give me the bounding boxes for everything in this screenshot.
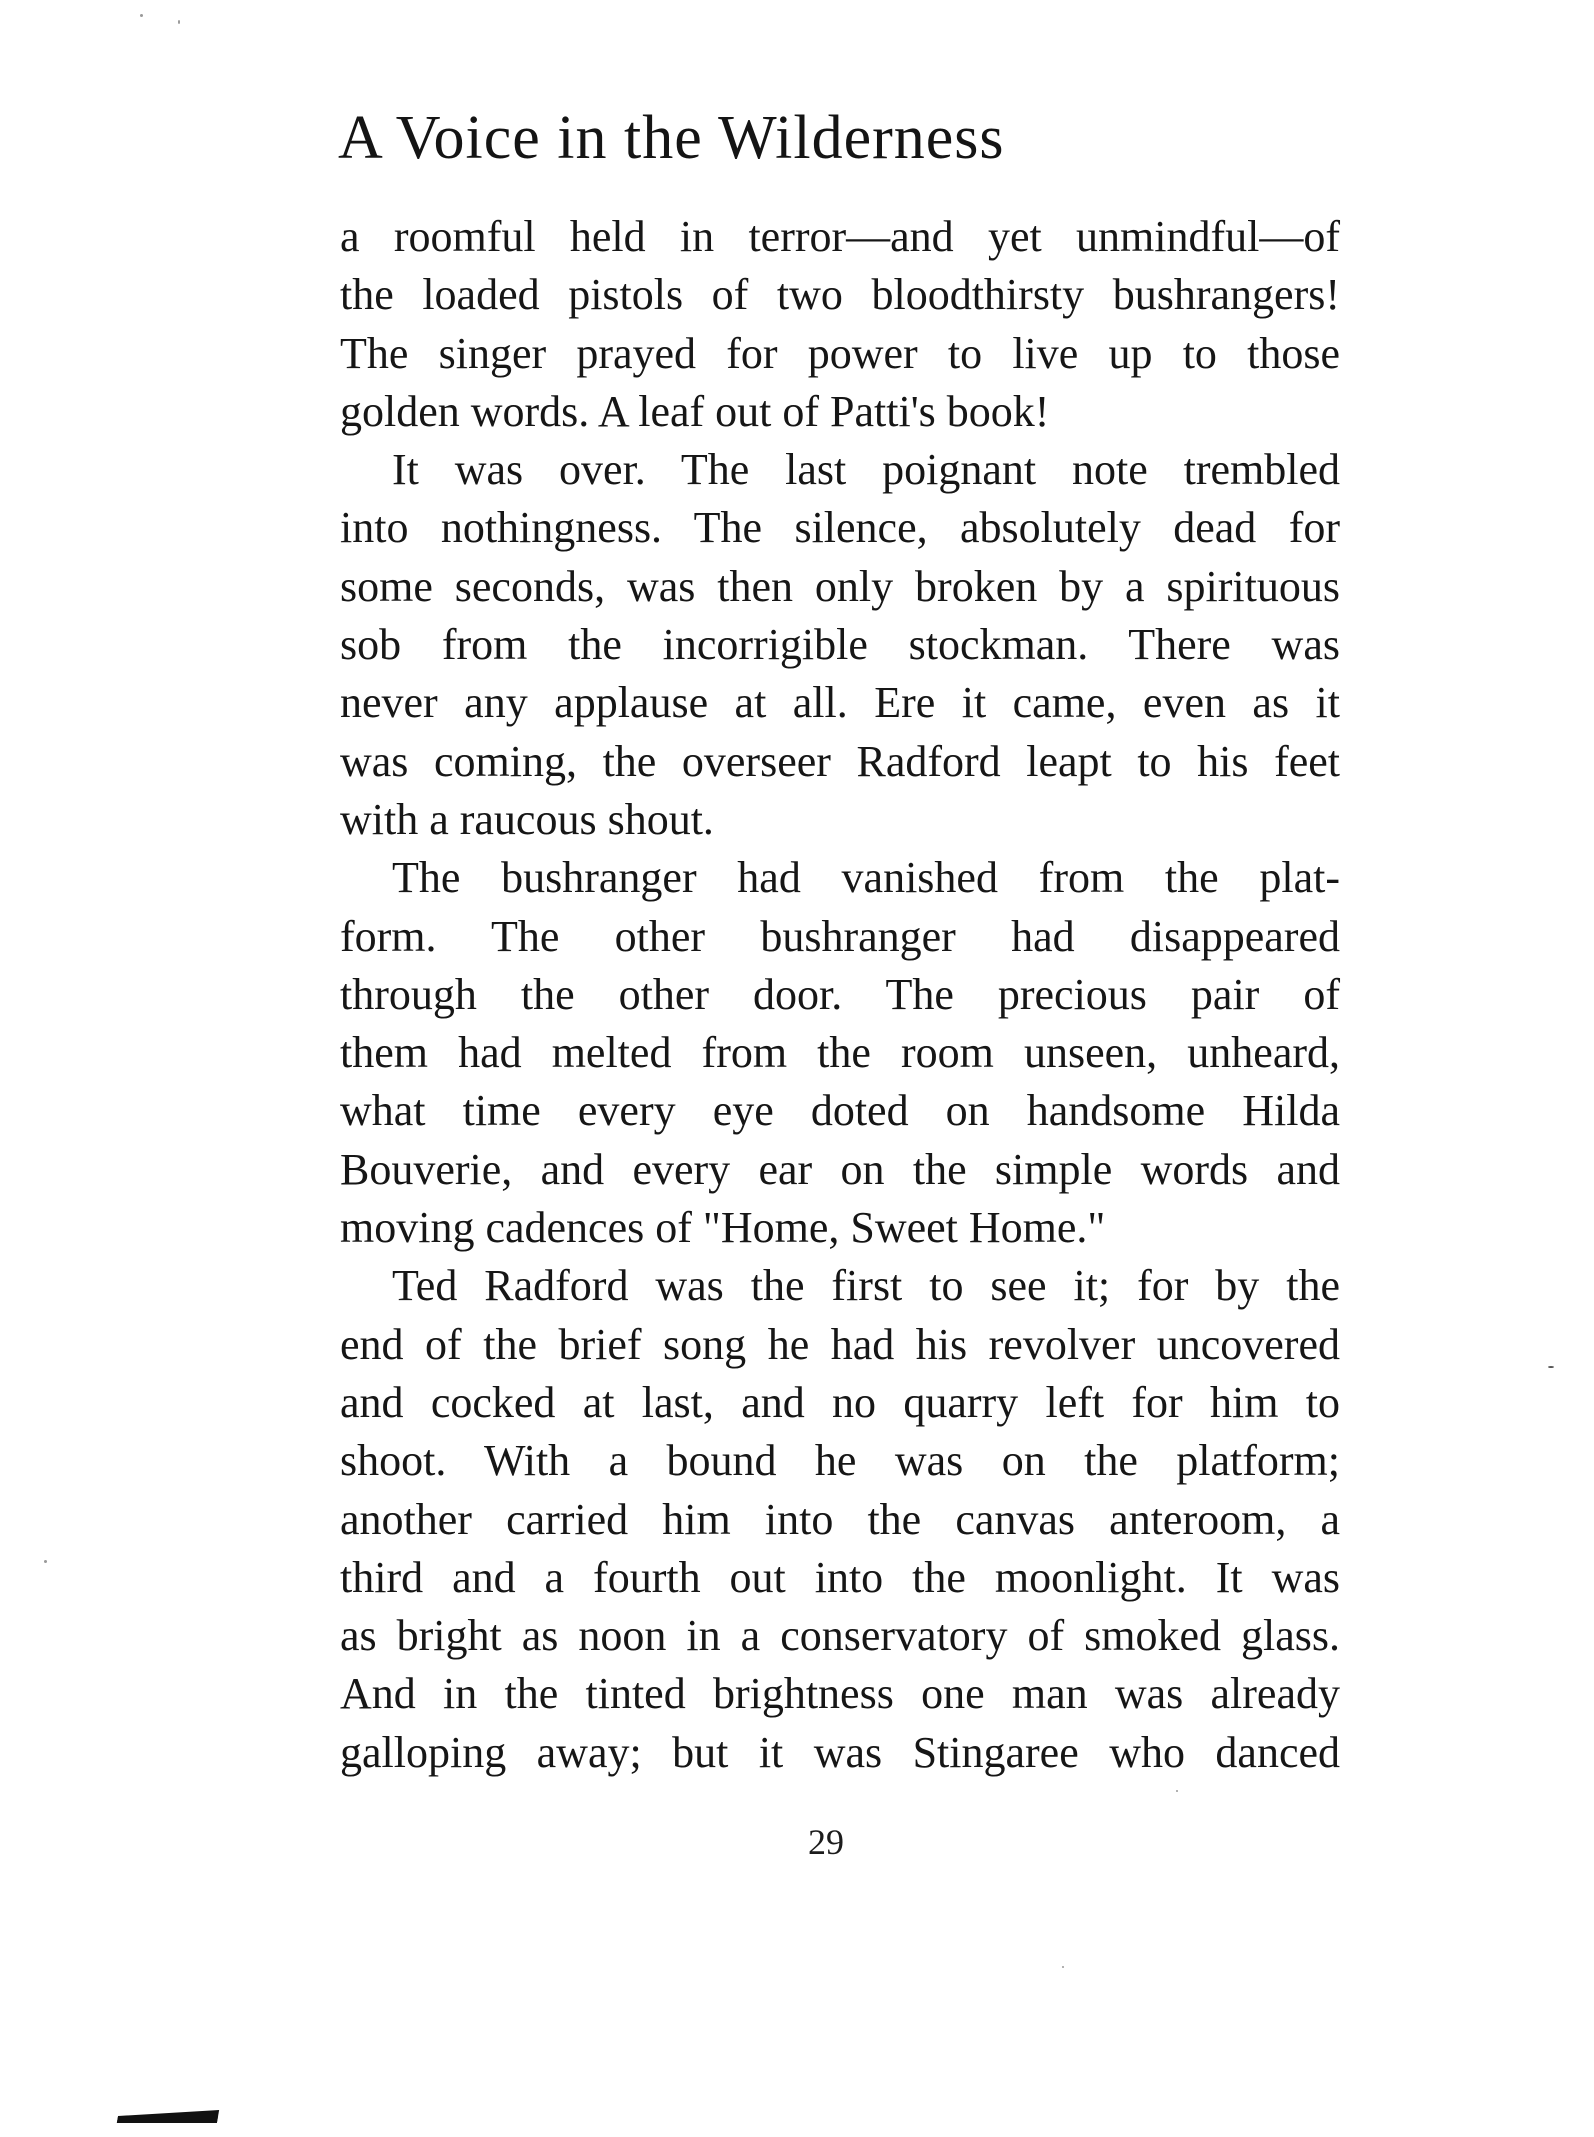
text-line: and cocked at last, and no quarry left for him to — [340, 1377, 1340, 1427]
text-line: a roomful held in terror—and yet unmindful—of — [340, 212, 1340, 261]
scan-speck — [1176, 1790, 1178, 1792]
scan-speck — [140, 14, 143, 17]
paragraph-first-line: The bushranger had vanished from the plat- — [392, 853, 1340, 903]
body-text — [340, 208, 1340, 1782]
text-line: through the other door. The precious pair of — [340, 969, 1340, 1019]
scan-speck — [178, 20, 180, 24]
text-line: the loaded pistols of two bloodthirsty bushrangers! — [340, 270, 1340, 320]
scan-speck — [1548, 1366, 1554, 1368]
scan-edge-mark — [117, 2110, 219, 2123]
page-number: 29 — [808, 1822, 844, 1862]
text-line: golden words. A leaf out of Patti's book! — [340, 386, 1050, 436]
text-line: another carried him into the canvas anteroom, a — [340, 1494, 1340, 1544]
text-line: form. The other bushranger had disappeared — [340, 911, 1340, 961]
paragraph-first-line: It was over. The last poignant note trembled — [392, 445, 1340, 495]
paragraph-first-line: Ted Radford was the first to see it; for by the — [392, 1261, 1340, 1311]
text-line: never any applause at all. Ere it came, even as it — [340, 678, 1340, 728]
scan-speck — [44, 1560, 47, 1563]
text-line: into nothingness. The silence, absolutely dead for — [340, 503, 1340, 553]
text-line: end of the brief song he had his revolver uncovered — [340, 1319, 1340, 1369]
text-line: Bouverie, and every ear on the simple words and — [340, 1144, 1340, 1194]
text-line: some seconds, was then only broken by a spirituous — [340, 561, 1340, 611]
text-line: shoot. With a bound he was on the platform; — [340, 1436, 1340, 1486]
text-line: them had melted from the room unseen, unheard, — [340, 1028, 1340, 1078]
text-line: galloping away; but it was Stingaree who danced — [340, 1727, 1340, 1777]
text-line: third and a fourth out into the moonlight. It was — [340, 1552, 1340, 1602]
running-title: A Voice in the Wilderness — [338, 104, 1005, 172]
text-line: what time every eye doted on handsome Hilda — [340, 1086, 1340, 1136]
text-line: as bright as noon in a conservatory of smoked glass. — [340, 1611, 1340, 1661]
text-line: was coming, the overseer Radford leapt to his feet — [340, 736, 1340, 786]
text-line: with a raucous shout. — [340, 794, 714, 844]
text-line: sob from the incorrigible stockman. There was — [340, 620, 1340, 670]
text-line: moving cadences of "Home, Sweet Home." — [340, 1203, 1106, 1253]
scan-speck — [1062, 1966, 1064, 1968]
text-line: The singer prayed for power to live up to those — [340, 328, 1340, 378]
text-line: And in the tinted brightness one man was already — [340, 1669, 1340, 1719]
